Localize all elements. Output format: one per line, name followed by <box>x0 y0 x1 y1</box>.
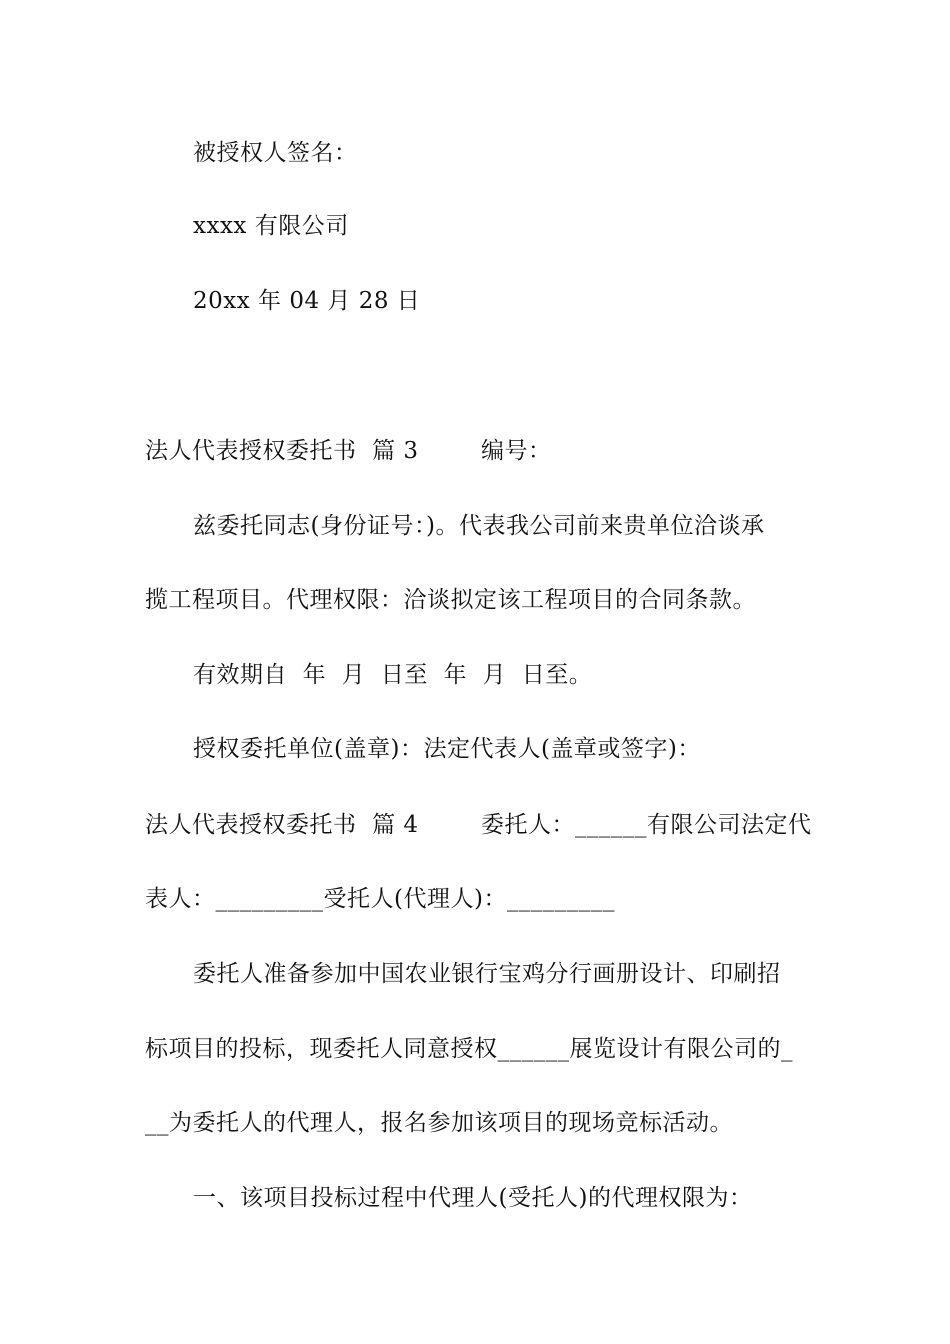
company-name-line: xxxx 有限公司 <box>193 213 349 239</box>
signature-line: 被授权人签名： <box>193 140 358 166</box>
date-line: 20xx 年 04 月 28 日 <box>193 288 421 314</box>
paragraph-line: 标项目的投标，现委托人同意授权______展览设计有限公司的_ <box>145 1036 793 1062</box>
paragraph-line: 兹委托同志(身份证号：)。代表我公司前来贵单位洽谈承 <box>193 513 765 539</box>
paragraph-line: __为委托人的代理人，报名参加该项目的现场竞标活动。 <box>145 1110 733 1136</box>
paragraph-line: 揽工程项目。代理权限：洽谈拟定该工程项目的合同条款。 <box>145 587 756 613</box>
paragraph-line: 委托人准备参加中国农业银行宝鸡分行画册设计、印刷招 <box>193 961 781 987</box>
section-3-heading: 法人代表授权委托书 篇 3 编号： <box>145 438 552 464</box>
numbered-item: 一、该项目投标过程中代理人(受托人)的代理权限为： <box>193 1185 753 1211</box>
paragraph-line: 表人：_________受托人(代理人)：_________ <box>145 886 615 912</box>
validity-line: 有效期自 年 月 日至 年 月 日至。 <box>193 662 593 688</box>
section-4-heading: 法人代表授权委托书 篇 4 委托人：______有限公司法定代 <box>145 812 812 838</box>
authorizing-unit-line: 授权委托单位(盖章)：法定代表人(盖章或签字)： <box>193 736 701 762</box>
